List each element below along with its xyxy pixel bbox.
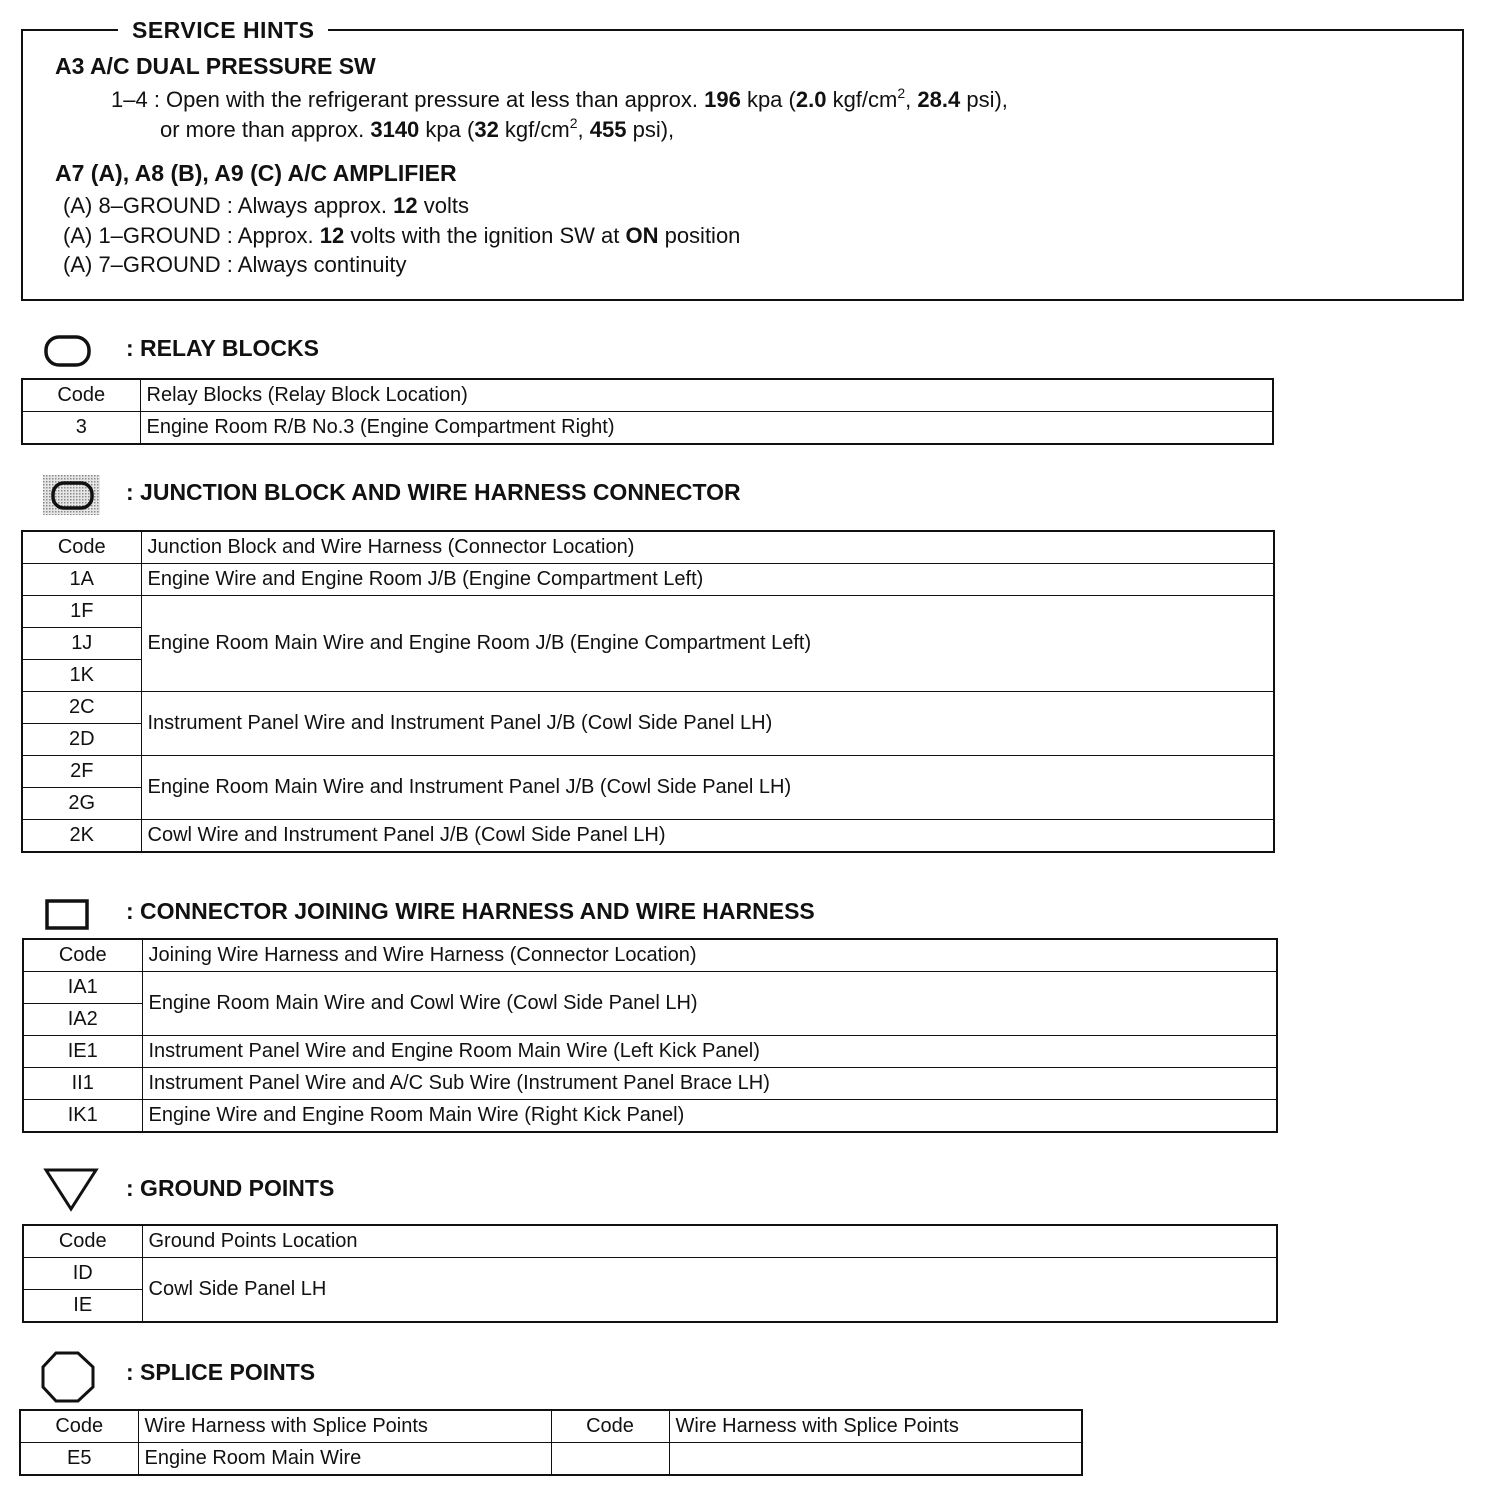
code-cell: 2D — [22, 724, 141, 756]
desc-cell: Instrument Panel Wire and Instrument Panel J/B (Cowl Side Panel LH) — [141, 692, 1274, 756]
table-row — [22, 564, 1274, 596]
a3-line-2: or more than approx. 3140 kpa (32 kgf/$cm^2$, 455 psi), — [160, 115, 675, 142]
table-row — [20, 1443, 1082, 1476]
code-header: Code — [23, 1225, 142, 1258]
desc-cell: Engine Room R/B No.3 (Engine Compartment Right) — [140, 412, 1273, 445]
a7-line-2: (A) 1–GROUND : Approx. 12 volts with the ignition SW at ON position — [63, 223, 741, 248]
code-header: Code — [20, 1410, 138, 1443]
desc-header: Wire Harness with Splice Points — [138, 1410, 551, 1443]
code-cell: IA1 — [23, 972, 142, 1004]
code-header: Code — [22, 531, 141, 564]
junction-blocks-table — [21, 530, 1275, 853]
code-cell: II1 — [23, 1068, 142, 1100]
table-row — [23, 972, 1277, 1004]
code-cell: 1A — [22, 564, 141, 596]
code-cell: IE — [23, 1290, 142, 1323]
code-cell: 2G — [22, 788, 141, 820]
code-cell — [551, 1443, 669, 1476]
desc-cell: Cowl Side Panel LH — [142, 1258, 1277, 1323]
triangle-down-icon — [40, 1164, 100, 1212]
desc-cell — [669, 1443, 1082, 1476]
desc-cell: Cowl Wire and Instrument Panel J/B (Cowl Side Panel LH) — [141, 820, 1274, 853]
desc-header: Ground Points Location — [142, 1225, 1277, 1258]
a3-heading: A3 A/C DUAL PRESSURE SW — [55, 53, 376, 79]
desc-cell: Engine Room Main Wire and Instrument Panel J/B (Cowl Side Panel LH) — [141, 756, 1274, 820]
table-header-row — [23, 939, 1277, 972]
a7-line-1: (A) 8–GROUND : Always approx. 12 volts — [63, 193, 469, 218]
code-cell: 2C — [22, 692, 141, 724]
code-cell: 3 — [22, 412, 140, 445]
desc-cell: Instrument Panel Wire and Engine Room Main Wire (Left Kick Panel) — [142, 1036, 1277, 1068]
table-row — [23, 1068, 1277, 1100]
a7-heading: A7 (A), A8 (B), A9 (C) A/C AMPLIFIER — [55, 160, 457, 186]
table-header-row — [23, 1225, 1277, 1258]
desc-cell: Engine Wire and Engine Room J/B (Engine Compartment Left) — [141, 564, 1274, 596]
ground-points-title: : GROUND POINTS — [126, 1175, 335, 1201]
desc-cell: Engine Room Main Wire — [138, 1443, 551, 1476]
splice-points-table — [19, 1409, 1083, 1476]
code-cell: 1K — [22, 660, 141, 692]
table-row — [22, 412, 1273, 445]
table-header-row — [22, 379, 1273, 412]
code-cell: IK1 — [23, 1100, 142, 1133]
code-header: Code — [22, 379, 140, 412]
rounded-rect-icon — [40, 328, 100, 372]
ground-points-table — [22, 1224, 1278, 1323]
relay-blocks-table — [21, 378, 1274, 445]
desc-cell: Engine Wire and Engine Room Main Wire (Right Kick Panel) — [142, 1100, 1277, 1133]
code-cell: 1J — [22, 628, 141, 660]
table-row — [23, 1100, 1277, 1133]
table-row — [23, 1036, 1277, 1068]
table-row — [22, 820, 1274, 853]
table-header-row — [22, 531, 1274, 564]
octagon-icon — [40, 1350, 100, 1404]
code-cell: ID — [23, 1258, 142, 1290]
table-row — [22, 596, 1274, 628]
desc-cell: Engine Room Main Wire and Cowl Wire (Cowl Side Panel LH) — [142, 972, 1277, 1036]
code-cell: E5 — [20, 1443, 138, 1476]
connectors-table — [22, 938, 1278, 1133]
splice-points-title: : SPLICE POINTS — [126, 1359, 316, 1385]
code-cell: IA2 — [23, 1004, 142, 1036]
desc-header: Joining Wire Harness and Wire Harness (Connector Location) — [142, 939, 1277, 972]
service-hints-box — [21, 17, 1464, 301]
a3-line-1: 1–4 : Open with the refrigerant pressure at less than approx. 196 kpa (2.0 kgf/$cm^2$, 28.4 psi), — [111, 85, 1008, 112]
service-hints-title: SERVICE HINTS — [118, 17, 328, 44]
table-header-row — [20, 1410, 1082, 1443]
desc-header: Relay Blocks (Relay Block Location) — [140, 379, 1273, 412]
connectors-title: : CONNECTOR JOINING WIRE HARNESS AND WIRE HARNESS — [126, 898, 815, 924]
relay-blocks-title: : RELAY BLOCKS — [126, 335, 319, 361]
table-row — [22, 692, 1274, 724]
desc-cell: Engine Room Main Wire and Engine Room J/B (Engine Compartment Left) — [141, 596, 1274, 692]
code-cell: 2F — [22, 756, 141, 788]
code-header: Code — [23, 939, 142, 972]
shaded-rounded-rect-icon — [40, 472, 100, 516]
rectangle-icon — [40, 891, 100, 935]
code-cell: 1F — [22, 596, 141, 628]
table-row — [22, 756, 1274, 788]
table-row — [23, 1258, 1277, 1290]
desc-header: Junction Block and Wire Harness (Connector Location) — [141, 531, 1274, 564]
code-cell: 2K — [22, 820, 141, 853]
junction-blocks-title: : JUNCTION BLOCK AND WIRE HARNESS CONNECTOR — [126, 479, 741, 505]
desc-header: Wire Harness with Splice Points — [669, 1410, 1082, 1443]
code-cell: IE1 — [23, 1036, 142, 1068]
a7-line-3: (A) 7–GROUND : Always continuity — [63, 252, 407, 277]
desc-cell: Instrument Panel Wire and A/C Sub Wire (Instrument Panel Brace LH) — [142, 1068, 1277, 1100]
code-header: Code — [551, 1410, 669, 1443]
